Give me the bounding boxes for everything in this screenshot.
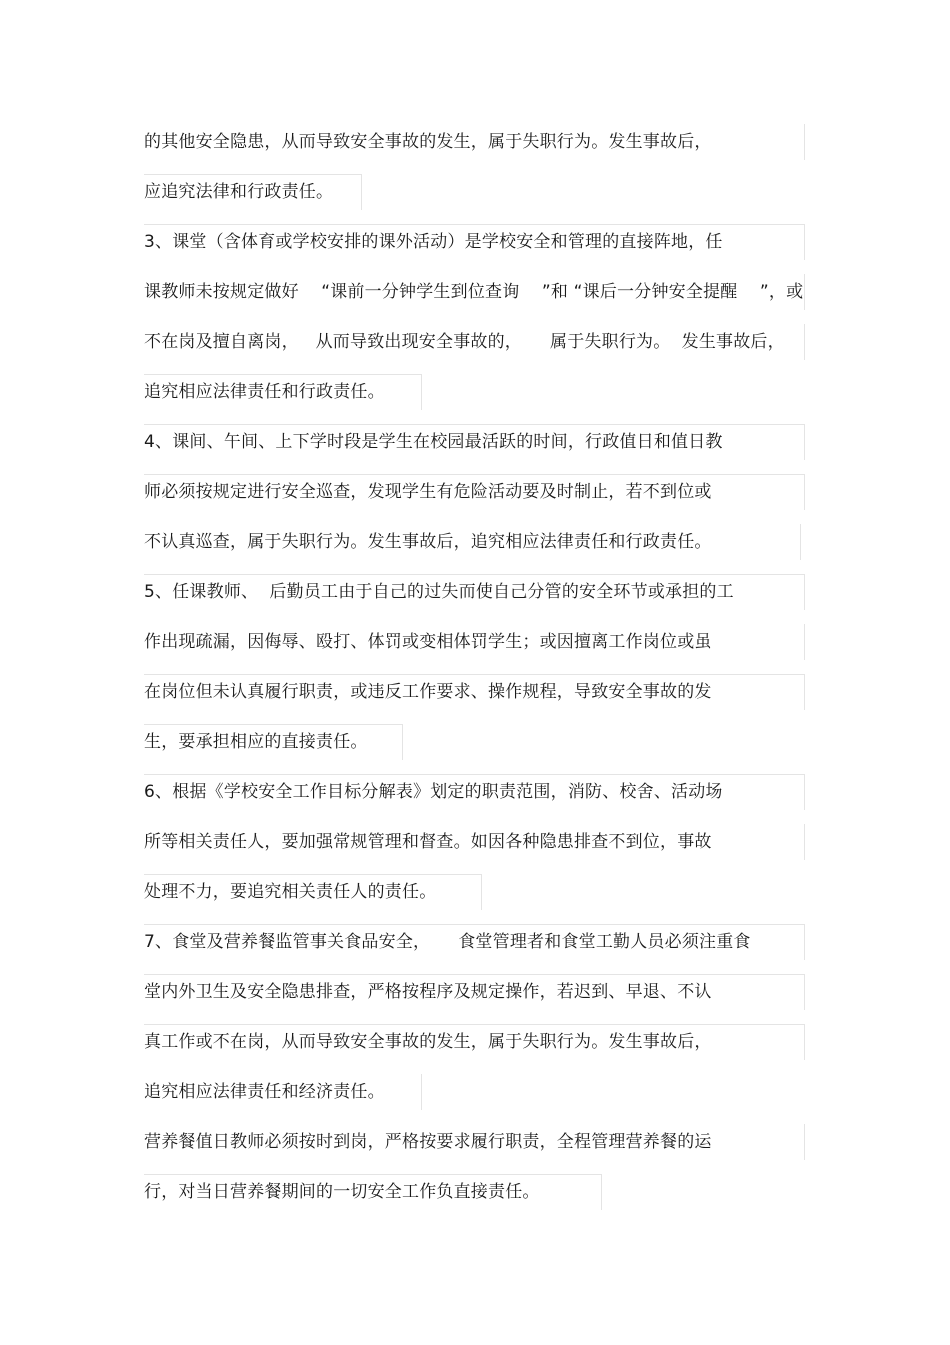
cell-border	[402, 724, 403, 760]
item-5-line: 作出现疏漏，因侮辱、殴打、体罚或变相体罚学生；或因擅离工作岗位或虽	[144, 632, 712, 652]
item-4-line: 师必须按规定进行安全巡查，发现学生有危险活动要及时制止，若不到位或	[144, 482, 712, 502]
cell-border	[804, 424, 805, 460]
cell-border	[601, 1174, 602, 1210]
paragraph-line: 的其他安全隐患，从而导致安全事故的发生，属于失职行为。发生事故后，	[144, 132, 712, 152]
cell-border	[804, 824, 805, 860]
item-6-line: 处理不力，要追究相关责任人的责任。	[144, 882, 437, 902]
cell-border	[361, 174, 362, 210]
item-4-line: 不认真巡查，属于失职行为。发生事故后，追究相应法律责任和行政责任。	[144, 532, 712, 552]
item-7-line: 堂内外卫生及安全隐患排查，严格按程序及规定操作，若迟到、早退、不认	[144, 982, 712, 1002]
item-7-line: 真工作或不在岗，从而导致安全事故的发生，属于失职行为。发生事故后，	[144, 1032, 712, 1052]
cell-border	[804, 574, 805, 610]
cell-border	[804, 474, 805, 510]
item-3-line: 不在岗及擅自离岗， 从而导致出现安全事故的， 属于失职行为。 发生事故后，	[144, 332, 785, 352]
cell-border	[804, 124, 805, 160]
item-4-line: 4、课间、午间、上下学时段是学生在校园最活跃的时间，行政值日和值日教	[144, 432, 723, 452]
item-3-line: 3、课堂（含体育或学校安排的课外活动）是学校安全和管理的直接阵地，任	[144, 232, 723, 252]
cell-border	[804, 1124, 805, 1160]
cell-border	[421, 374, 422, 410]
item-6-line: 所等相关责任人，要加强常规管理和督查。如因各种隐患排查不到位，事故	[144, 832, 712, 852]
cell-border	[804, 924, 805, 960]
cell-border	[804, 324, 805, 360]
cell-border	[804, 674, 805, 710]
cell-border	[800, 524, 801, 560]
item-6-line: 6、根据《学校安全工作目标分解表》划定的职责范围，消防、校舍、活动场	[144, 782, 723, 802]
cell-border	[421, 1074, 422, 1110]
cell-border	[804, 1024, 805, 1060]
item-3-line: 课教师未按规定做好 “课前一分钟学生到位查询 ”和 “课后一分钟安全提醒 ”，或	[144, 282, 804, 302]
nutrition-meal-line: 营养餐值日教师必须按时到岗，严格按要求履行职责，全程管理营养餐的运	[144, 1132, 712, 1152]
item-7-line: 追究相应法律责任和经济责任。	[144, 1082, 385, 1102]
paragraph-line: 应追究法律和行政责任。	[144, 182, 334, 202]
cell-border	[804, 224, 805, 260]
cell-border	[804, 774, 805, 810]
cell-border	[481, 874, 482, 910]
item-5-line: 生，要承担相应的直接责任。	[144, 732, 368, 752]
cell-border	[804, 974, 805, 1010]
item-7-line: 7、食堂及营养餐监管事关食品安全， 食堂管理者和食堂工勤人员必须注重食	[144, 932, 751, 952]
nutrition-meal-line: 行，对当日营养餐期间的一切安全工作负直接责任。	[144, 1182, 540, 1202]
cell-border	[804, 624, 805, 660]
cell-border	[804, 274, 805, 310]
item-3-line: 追究相应法律责任和行政责任。	[144, 382, 385, 402]
item-5-line: 在岗位但未认真履行职责，或违反工作要求、操作规程，导致安全事故的发	[144, 682, 712, 702]
item-5-line: 5、任课教师、 后勤员工由于自己的过失而使自己分管的安全环节或承担的工	[144, 582, 734, 602]
